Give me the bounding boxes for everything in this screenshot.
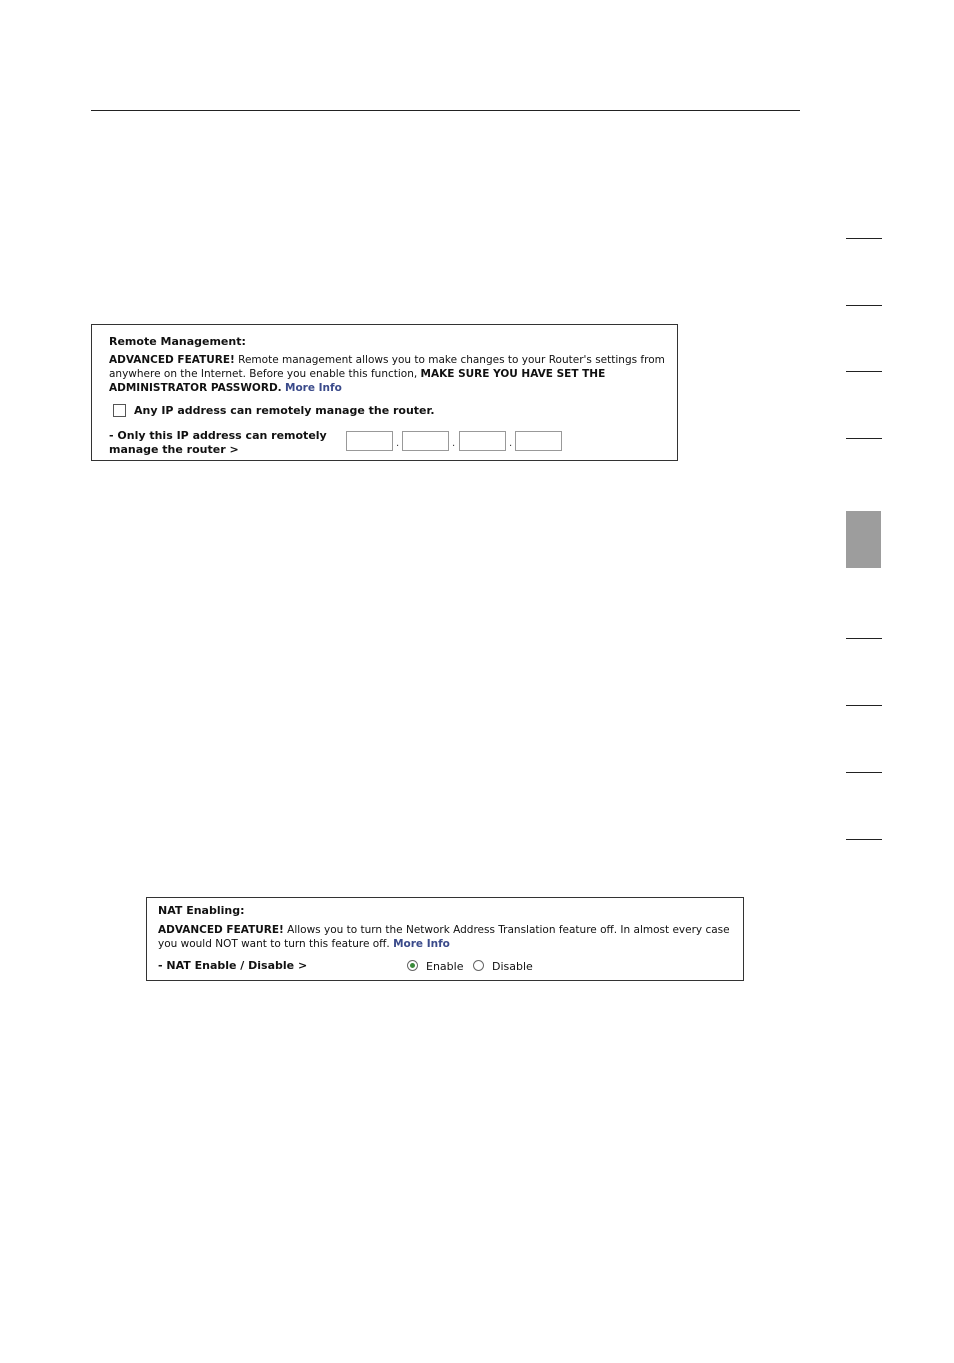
ip-separator: . [509, 438, 513, 449]
top-rule [91, 110, 800, 111]
section-tab-9[interactable] [846, 839, 882, 840]
nat-more-info-link[interactable]: More Info [393, 938, 450, 950]
ip-octet-3-input[interactable] [459, 431, 506, 451]
nat-toggle-label: - NAT Enable / Disable > [158, 959, 308, 972]
nat-description [158, 923, 738, 951]
nat-enable-radio[interactable] [407, 960, 418, 971]
advanced-feature-label: ADVANCED FEATURE! [109, 354, 235, 366]
ip-separator: . [396, 438, 400, 449]
section-tab-4[interactable] [846, 438, 882, 439]
section-tab-6[interactable] [846, 638, 882, 639]
ip-address-label [109, 429, 327, 457]
remote-management-title: Remote Management: [109, 335, 246, 348]
nat-description-text: Allows you to turn the Network Address Translation feature off. In almost every case you would NOT want to turn this feature off. [158, 924, 730, 950]
more-info-link[interactable]: More Info [285, 382, 342, 394]
ip-separator: . [452, 438, 456, 449]
any-ip-checkbox-row[interactable] [113, 404, 435, 417]
password-warning: MAKE SURE YOU HAVE SET THE ADMINISTRATOR PASSWORD. [109, 368, 606, 394]
ip-octet-1-input[interactable] [346, 431, 393, 451]
description-text: Remote management allows you to make changes to your Router's settings from anywhere on the Internet. Before you enable this function, [109, 354, 665, 380]
ip-octet-4-input[interactable] [515, 431, 562, 451]
nat-disable-radio[interactable] [473, 960, 484, 971]
advanced-feature-label: ADVANCED FEATURE! [158, 924, 284, 936]
nat-enabling-panel [146, 897, 744, 981]
section-tab-3[interactable] [846, 371, 882, 372]
section-tab-1[interactable] [846, 238, 882, 239]
remote-management-panel [91, 324, 678, 461]
remote-management-description [109, 353, 674, 395]
any-ip-checkbox[interactable] [113, 404, 126, 417]
section-tab-7[interactable] [846, 705, 882, 706]
ip-label-line-1: - Only this IP address can remotely [109, 429, 327, 442]
section-tab-8[interactable] [846, 772, 882, 773]
section-tab-5-active[interactable] [846, 511, 881, 568]
nat-enabling-title: NAT Enabling: [158, 904, 245, 917]
nat-disable-label[interactable]: Disable [492, 960, 533, 973]
section-tab-2[interactable] [846, 305, 882, 306]
ip-octet-2-input[interactable] [402, 431, 449, 451]
ip-label-line-2: manage the router > [109, 443, 239, 456]
any-ip-checkbox-label: Any IP address can remotely manage the router. [134, 404, 435, 417]
nat-enable-label[interactable]: Enable [426, 960, 464, 973]
